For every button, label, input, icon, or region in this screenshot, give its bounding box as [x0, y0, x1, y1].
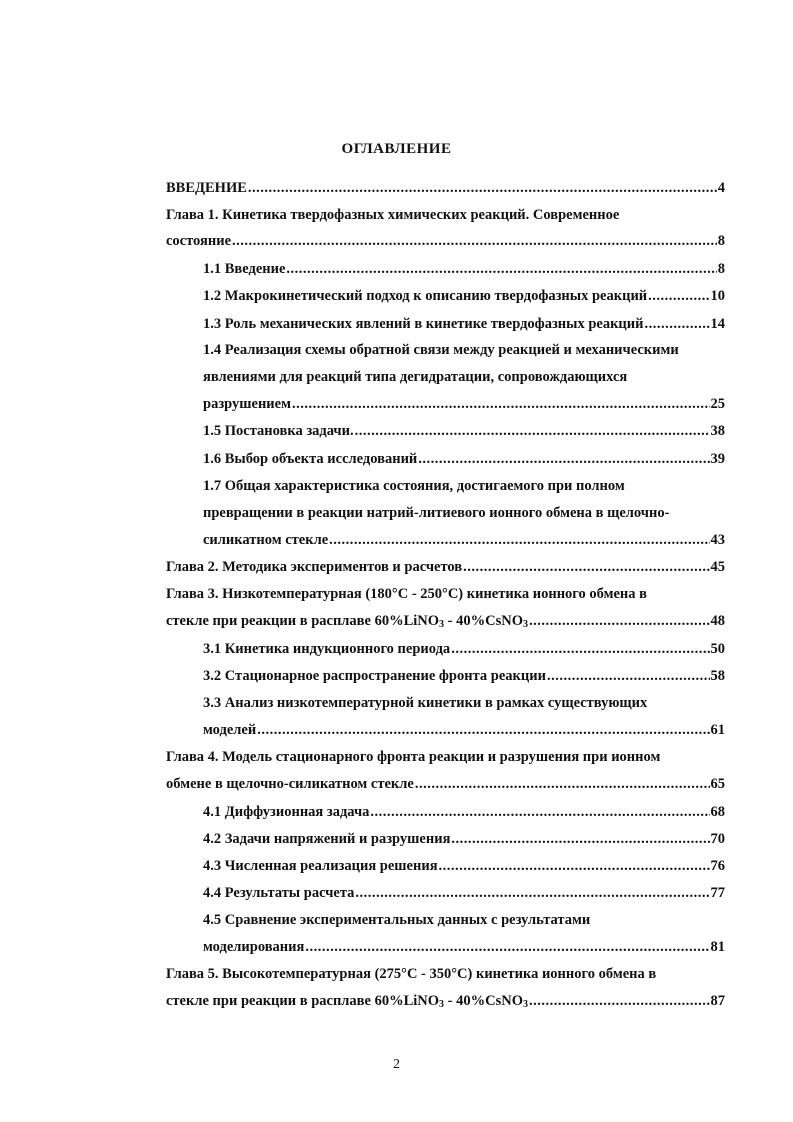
toc-entry-text: 3.1 Кинетика индукционного периода [203, 641, 451, 657]
toc-entry [0, 990, 793, 1012]
toc-entry-text: 4.4 Результаты расчета [203, 885, 355, 901]
toc-entry-text: разрушением [203, 396, 291, 412]
toc-entry-page: 76 [710, 858, 725, 874]
toc-entry-page: 8 [717, 233, 725, 249]
toc-entry-text-part: - 40%CsNO [444, 993, 523, 1009]
toc-entry [0, 529, 793, 551]
toc-entry [0, 393, 793, 415]
toc-entry-text: 1.5 Постановка задачи. [203, 423, 354, 439]
dot-leader [547, 665, 710, 687]
toc-entry-text-part: стекле при реакции в расплаве 60%LiNO [166, 613, 440, 629]
dot-leader [418, 448, 709, 470]
toc-entry-page: 58 [710, 668, 725, 684]
page-number: 2 [393, 1057, 400, 1072]
toc-entry-text: 4.2 Задачи напряжений и разрушения [203, 831, 451, 847]
toc-entry [0, 258, 793, 280]
toc-entry-text [166, 610, 528, 632]
toc-entry-text: 1.2 Макрокинетический подход к описанию твердофазных реакций [203, 288, 648, 304]
toc-entry [0, 719, 793, 741]
toc-entry [0, 610, 793, 632]
toc-entry-text-part: - 40%CsNO [444, 613, 523, 629]
toc-entry-text: Глава 1. Кинетика твердофазных химических реакций. Современное [166, 207, 620, 223]
toc-entry [0, 177, 793, 199]
toc-entry [0, 420, 793, 442]
toc-entry-text: 3.3 Анализ низкотемпературной кинетики в рамках существующих [203, 695, 648, 711]
toc-entry-text: 1.1 Введение [203, 261, 286, 277]
toc-entry-text: 1.6 Выбор объекта исследований [203, 451, 418, 467]
toc-entry [0, 665, 793, 687]
toc-entry-text: явлениями для реакций типа дегидратации, сопровождающихся [203, 369, 628, 385]
toc-entry [0, 909, 793, 931]
toc-entry [0, 828, 793, 850]
toc-entry-text: превращении в реакции натрий-литиевого ионного обмена в щелочно- [203, 505, 670, 521]
dot-leader [329, 529, 709, 551]
toc-entry [0, 583, 793, 605]
toc-entry-page: 43 [710, 532, 725, 548]
toc-entry-page: 38 [710, 423, 725, 439]
toc-entry [0, 692, 793, 714]
toc-entry [0, 936, 793, 958]
toc-entry-page: 48 [710, 613, 725, 629]
dot-leader [355, 882, 709, 904]
dot-leader [463, 556, 709, 578]
toc-entry-text: Глава 3. Низкотемпературная (180°С - 250°С) кинетика ионного обмена в [166, 586, 647, 602]
toc-entry-page: 4 [717, 180, 725, 196]
toc-entry-text: ВВЕДЕНИЕ [166, 180, 247, 196]
toc-entry-page: 10 [710, 288, 725, 304]
toc-entry-text: состояние [166, 233, 232, 249]
toc-entry-text: 1.3 Роль механических явлений в кинетике твердофазных реакций [203, 316, 644, 332]
toc-entry-text: моделирования [203, 939, 305, 955]
toc-entry-text: 4.1 Диффузионная задача [203, 804, 370, 820]
toc-entry [0, 204, 793, 226]
toc-entry-text: обмене в щелочно-силикатном стекле [166, 776, 414, 792]
toc-entry [0, 855, 793, 877]
toc-entry-text: 1.4 Реализация схемы обратной связи между реакцией и механическими [203, 342, 679, 358]
toc-entry [0, 882, 793, 904]
toc-entry-page: 87 [710, 993, 725, 1009]
dot-leader [248, 177, 717, 199]
subscript: 3 [522, 619, 528, 630]
dot-leader [286, 258, 716, 280]
dot-leader [645, 313, 710, 335]
toc-entry [0, 339, 793, 361]
dot-leader [232, 230, 717, 252]
toc-entry-page: 81 [710, 939, 725, 955]
dot-leader [305, 936, 709, 958]
toc-entry-text: 4.5 Сравнение экспериментальных данных с результатами [203, 912, 591, 928]
dot-leader [370, 801, 709, 823]
toc-entry-text: 3.2 Стационарное распространение фронта реакции [203, 668, 546, 684]
toc-entry-page: 8 [717, 261, 725, 277]
toc-entry [0, 502, 793, 524]
toc-entry-text: силикатном стекле [203, 532, 329, 548]
dot-leader [529, 990, 710, 1012]
toc-entry [0, 801, 793, 823]
toc-entry [0, 366, 793, 388]
dot-leader [529, 610, 710, 632]
toc-entry-text: Глава 4. Модель стационарного фронта реакции и разрушения при ионном [166, 749, 661, 765]
toc-entry-page: 77 [710, 885, 725, 901]
dot-leader [292, 393, 710, 415]
dot-leader [451, 638, 709, 660]
toc-entry-page: 25 [710, 396, 725, 412]
toc-entry-text: моделей [203, 722, 257, 738]
page-title: ОГЛАВЛЕНИЕ [341, 141, 452, 157]
subscript: 3 [522, 999, 528, 1010]
toc-entry-page: 61 [710, 722, 725, 738]
toc-entry-text-part: стекле при реакции в расплаве 60%LiNO [166, 993, 440, 1009]
toc-entry-page: 65 [710, 776, 725, 792]
toc-entry [0, 285, 793, 307]
dot-leader [415, 773, 710, 795]
toc-entry-page: 68 [710, 804, 725, 820]
toc-entry [0, 230, 793, 252]
toc-entry-page: 50 [710, 641, 725, 657]
subscript: 3 [439, 999, 445, 1010]
toc-entry [0, 638, 793, 660]
toc-entry [0, 475, 793, 497]
toc-entry [0, 746, 793, 768]
toc-entry-text [166, 990, 528, 1012]
toc-entry-page: 70 [710, 831, 725, 847]
toc-entry-page: 14 [710, 316, 725, 332]
subscript: 3 [439, 619, 445, 630]
toc-entry [0, 448, 793, 470]
toc-entry-text: Глава 2. Методика экспериментов и расчетов [166, 559, 463, 575]
dot-leader [257, 719, 709, 741]
toc-entry [0, 556, 793, 578]
dot-leader [439, 855, 710, 877]
dot-leader [451, 828, 709, 850]
toc-entry [0, 963, 793, 985]
dot-leader [355, 420, 710, 442]
toc-entry-text: 4.3 Численная реализация решения [203, 858, 438, 874]
toc-entry [0, 773, 793, 795]
toc-entry-page: 39 [710, 451, 725, 467]
toc-entry-page: 45 [710, 559, 725, 575]
toc-entry-text: Глава 5. Высокотемпературная (275°С - 350°С) кинетика ионного обмена в [166, 966, 657, 982]
dot-leader [648, 285, 709, 307]
toc-entry [0, 313, 793, 335]
toc-entry-text: 1.7 Общая характеристика состояния, достигаемого при полном [203, 478, 625, 494]
